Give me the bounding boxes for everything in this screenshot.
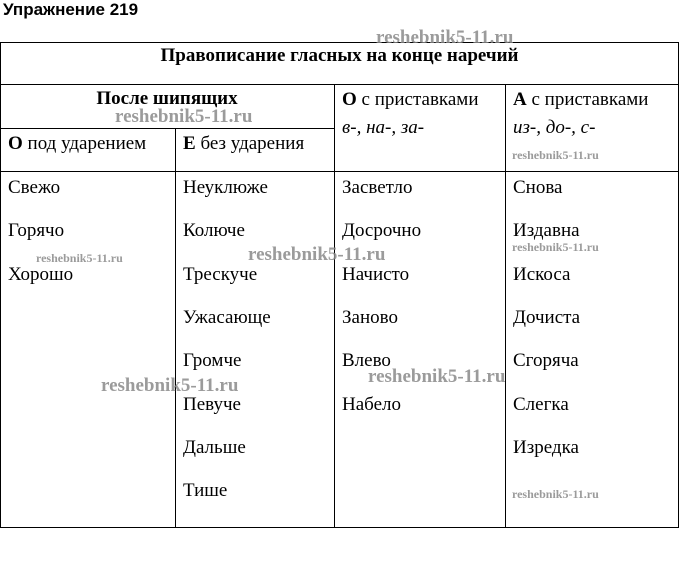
- adverb-word: Тише: [183, 480, 228, 501]
- exercise-title: Упражнение 219: [3, 0, 139, 19]
- adverb-word: Издавна: [513, 220, 580, 241]
- adverb-word: Снова: [513, 177, 563, 198]
- adverb-word: Досрочно: [342, 220, 422, 241]
- adverb-word: Слегка: [513, 394, 569, 415]
- watermark: reshebnik5-11.ru: [115, 106, 253, 127]
- adverb-word: Горячо: [8, 220, 65, 241]
- col3-col4-divider: [505, 84, 506, 528]
- table-title: Правописание гласных на конце наречий: [160, 45, 519, 66]
- watermark: reshebnik5-11.ru: [376, 27, 514, 48]
- adverb-word: Ужасающе: [183, 307, 271, 328]
- adverb-word: Сгоряча: [513, 350, 579, 371]
- adverb-word: Изредка: [513, 437, 579, 458]
- adverb-word: Дочиста: [513, 307, 581, 328]
- watermark: reshebnik5-11.ru: [248, 244, 386, 265]
- group-header-after-sibilants: После шипящих: [96, 88, 238, 109]
- watermark: reshebnik5-11.ru: [512, 487, 599, 501]
- col3-header-text: с приставками: [356, 89, 479, 110]
- adverb-word: Трескуче: [183, 264, 258, 285]
- adverb-word: Искоса: [513, 264, 571, 285]
- adverb-word: Влево: [342, 350, 391, 371]
- col1-header-text: под ударением: [22, 133, 147, 154]
- col1-col2-divider: [175, 128, 176, 528]
- adverb-word: Громче: [183, 350, 242, 371]
- col4-header-text: с приставками: [526, 89, 649, 110]
- adverb-word: Колюче: [183, 220, 245, 241]
- table-border-bottom: [0, 527, 679, 528]
- adverb-word: Неуклюже: [183, 177, 268, 198]
- col4-header-letter: А: [513, 89, 527, 110]
- adverb-word: Засветло: [342, 177, 413, 198]
- col4-header: [513, 89, 648, 111]
- table-border-left: [0, 42, 1, 528]
- col3-header-letter: О: [342, 89, 357, 110]
- adverb-word: Дальше: [183, 437, 246, 458]
- adverb-word: Свежо: [8, 177, 61, 198]
- col2-col3-divider: [334, 84, 335, 528]
- title-row-divider: [0, 84, 679, 85]
- table-border-top: [0, 42, 679, 43]
- adverb-word: Начисто: [342, 264, 410, 285]
- col1-header: [8, 133, 146, 155]
- adverb-word: Певуче: [183, 394, 241, 415]
- col3-header-prefixes: в-, на-, за-: [342, 117, 425, 138]
- adverb-word: Заново: [342, 307, 398, 328]
- adverb-word: Хорошо: [8, 264, 74, 285]
- watermark: reshebnik5-11.ru: [368, 366, 506, 387]
- watermark: reshebnik5-11.ru: [101, 375, 239, 396]
- watermark: reshebnik5-11.ru: [512, 240, 599, 254]
- watermark: reshebnik5-11.ru: [36, 251, 123, 265]
- watermark: reshebnik5-11.ru: [512, 148, 599, 162]
- col2-header-text: без ударения: [195, 133, 305, 154]
- header-body-divider: [0, 171, 679, 172]
- col3-header: [342, 89, 479, 111]
- col1-header-letter: О: [8, 133, 23, 154]
- subheader-divider: [0, 128, 334, 129]
- col2-header-letter: Е: [183, 133, 196, 154]
- col4-header-prefixes: из-, до-, с-: [513, 117, 596, 138]
- adverb-word: Набело: [342, 394, 401, 415]
- col2-header: [183, 133, 304, 155]
